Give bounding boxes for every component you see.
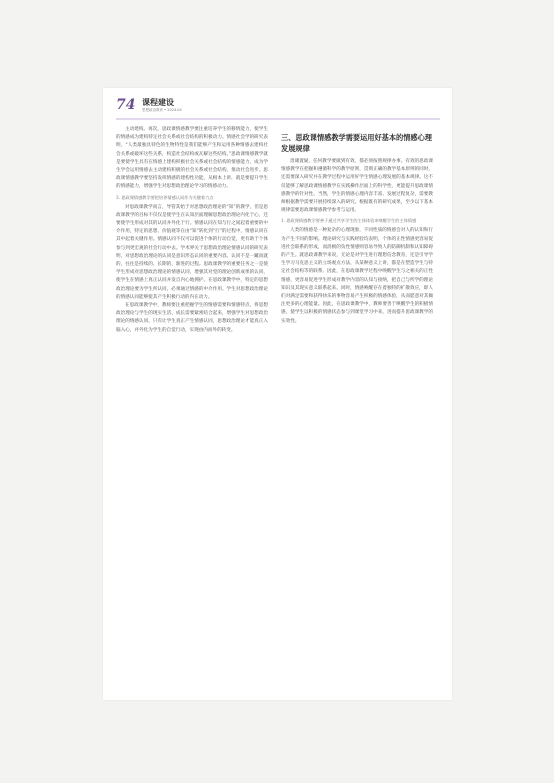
paragraph: 在思政课教学中，教师要注重把握学生的情感需要和情感特点，将思想政治理论与学生的现实生活、成长需要紧密结合起来，增强学生对思想政治理论的情感认同。只有让学生真正产生情感认同，思想政治理论才能真正入脑入心，并外化为学生的自觉行动，实现由内而外的转变。 [116,303,268,333]
section-title: 三、思政课情感教学需要运用好基本的情感心理发展规律 [281,133,432,153]
paragraph: 对思政课教学而言，导管其始于对思想政治理论的“知”的教学，但是思政课教学的目标不仅仅是使学生在认知层面理解思想政治理论内化于心，还要使学生形成对其的认同并外化于行。情感认同在知与行之间起着重要的中介作用，特定的思想、价值观等在由“知”转化到“行”的过程中，情感认同在其中起着关键作用。情感认同不仅可以促进个体的行动自觉，更有助于个体参与到更宏观的社会行动中去。学术界关于思想政治理论情感认同的研究表明，对思想政治理论的认同是意识形态认同的重要内容。认同不是一蹴而就的，往往是持续的、长期的、渐进的过程。思政课教学的重要任务之一是使学生形成对思想政治理论的情感认同，增强其对党的理论创新成果的认同，使学生在情感上真正认同并发自内心地拥护。在思政课教学中，特定的思想政治理论要为学生所认同，必须通过情感的中介作用。学生对思想政治理论的情感认同能够使其产生积极行动的内在动力。 [116,204,268,300]
paragraph: 主动建构。再次，思政课情感教学要注重培养学生的移情能力，使学生的情感成为建构特定社会关系或社会结构的积极动力。情感社会学的研究表明，“人类最独具特色的生物特性是我们能够产生和运用各种情感去建构社会关系或破坏这些关系，构造社会结构或瓦解这些结构。”思政课情感教学就是要使学生具有在情感上建构积极社会关系或社会结构的情感能力，成为学生学会运用情感去主动建构积极的社会关系或社会结构，推动社会进步。思政课情感教学要坚持发挥情感的建构性功能，从根本上讲，就是要提升学生的情感能力，增强学生对思想政治理论学习的情感动力。 [116,127,268,190]
right-column [281,126,433,326]
paragraph: 毋庸置疑，任何教学要做到有效，都必须按照规律办事。有效的思政课情感教学在把握和遵循科学的教学原则，贯彻正确的教学基本原则的同时，还需要深入研究并在教学过程中运用好学生情感心理发展的基本规律。这不仅能够了解思政课情感教学在实践操作层面上的科学性，更能提升思政课情感教学的针对性。当然，学生的情感心理内容丰富、发展过程复杂，需要教师根据教学需要开展持续深入的研究。根据既有的研究成果，至少以下基本规律需要思政课情感教学参考与运用。 [281,159,433,214]
paragraph: 人类的情感是一种复杂的心理现象，不同性质的情感会对人的认知和行为产生不同的影响。理论研究与实践经验均表明，个体的正性情感更容易促进社会联系的形成，而消极的负性情感则容易导致人的防御机制和认知障碍的产生。就思政课教学来说，无论是对学生进行理想信念教育，还是引导学生学习马克思主义的立场观点方法，从某种意义上讲，都是在塑造学生与特定社会结构等的联系。因此，在思政课教学过程中唤醒学生与之相关的正性情感，更容易促进学生形成对教学内容的认知与接纳，把自己与所学的理论知识及其现实意义联系起来。同时，情感唤醒存在着独特的扩散效应，即人们对满足需要和获得快乐的事物容易产生积极的情感体验，从而愿意对其倾注更多的心理能量。因此，在思政课教学中，教师要善于唤醒学生的积极情感，使学生以积极的情感状态参与到课堂学习中来，进而提升思政课教学的实效性。 [281,228,433,324]
left-column [116,126,268,335]
issue-info: 思想政治教育 • 2024.04 [142,108,182,112]
journal-page [103,88,452,700]
journal-name: 课程建设 [142,98,174,107]
page-header [116,96,440,120]
page-number: 74 [116,97,136,113]
subheading: 1. 思政课情感教学要善于通过共享学生的主体体验来唤醒学生的主体情感 [281,218,417,224]
subheading: 3. 思政课情感教学要把培养情感认同作为关键着力点 [116,194,214,200]
